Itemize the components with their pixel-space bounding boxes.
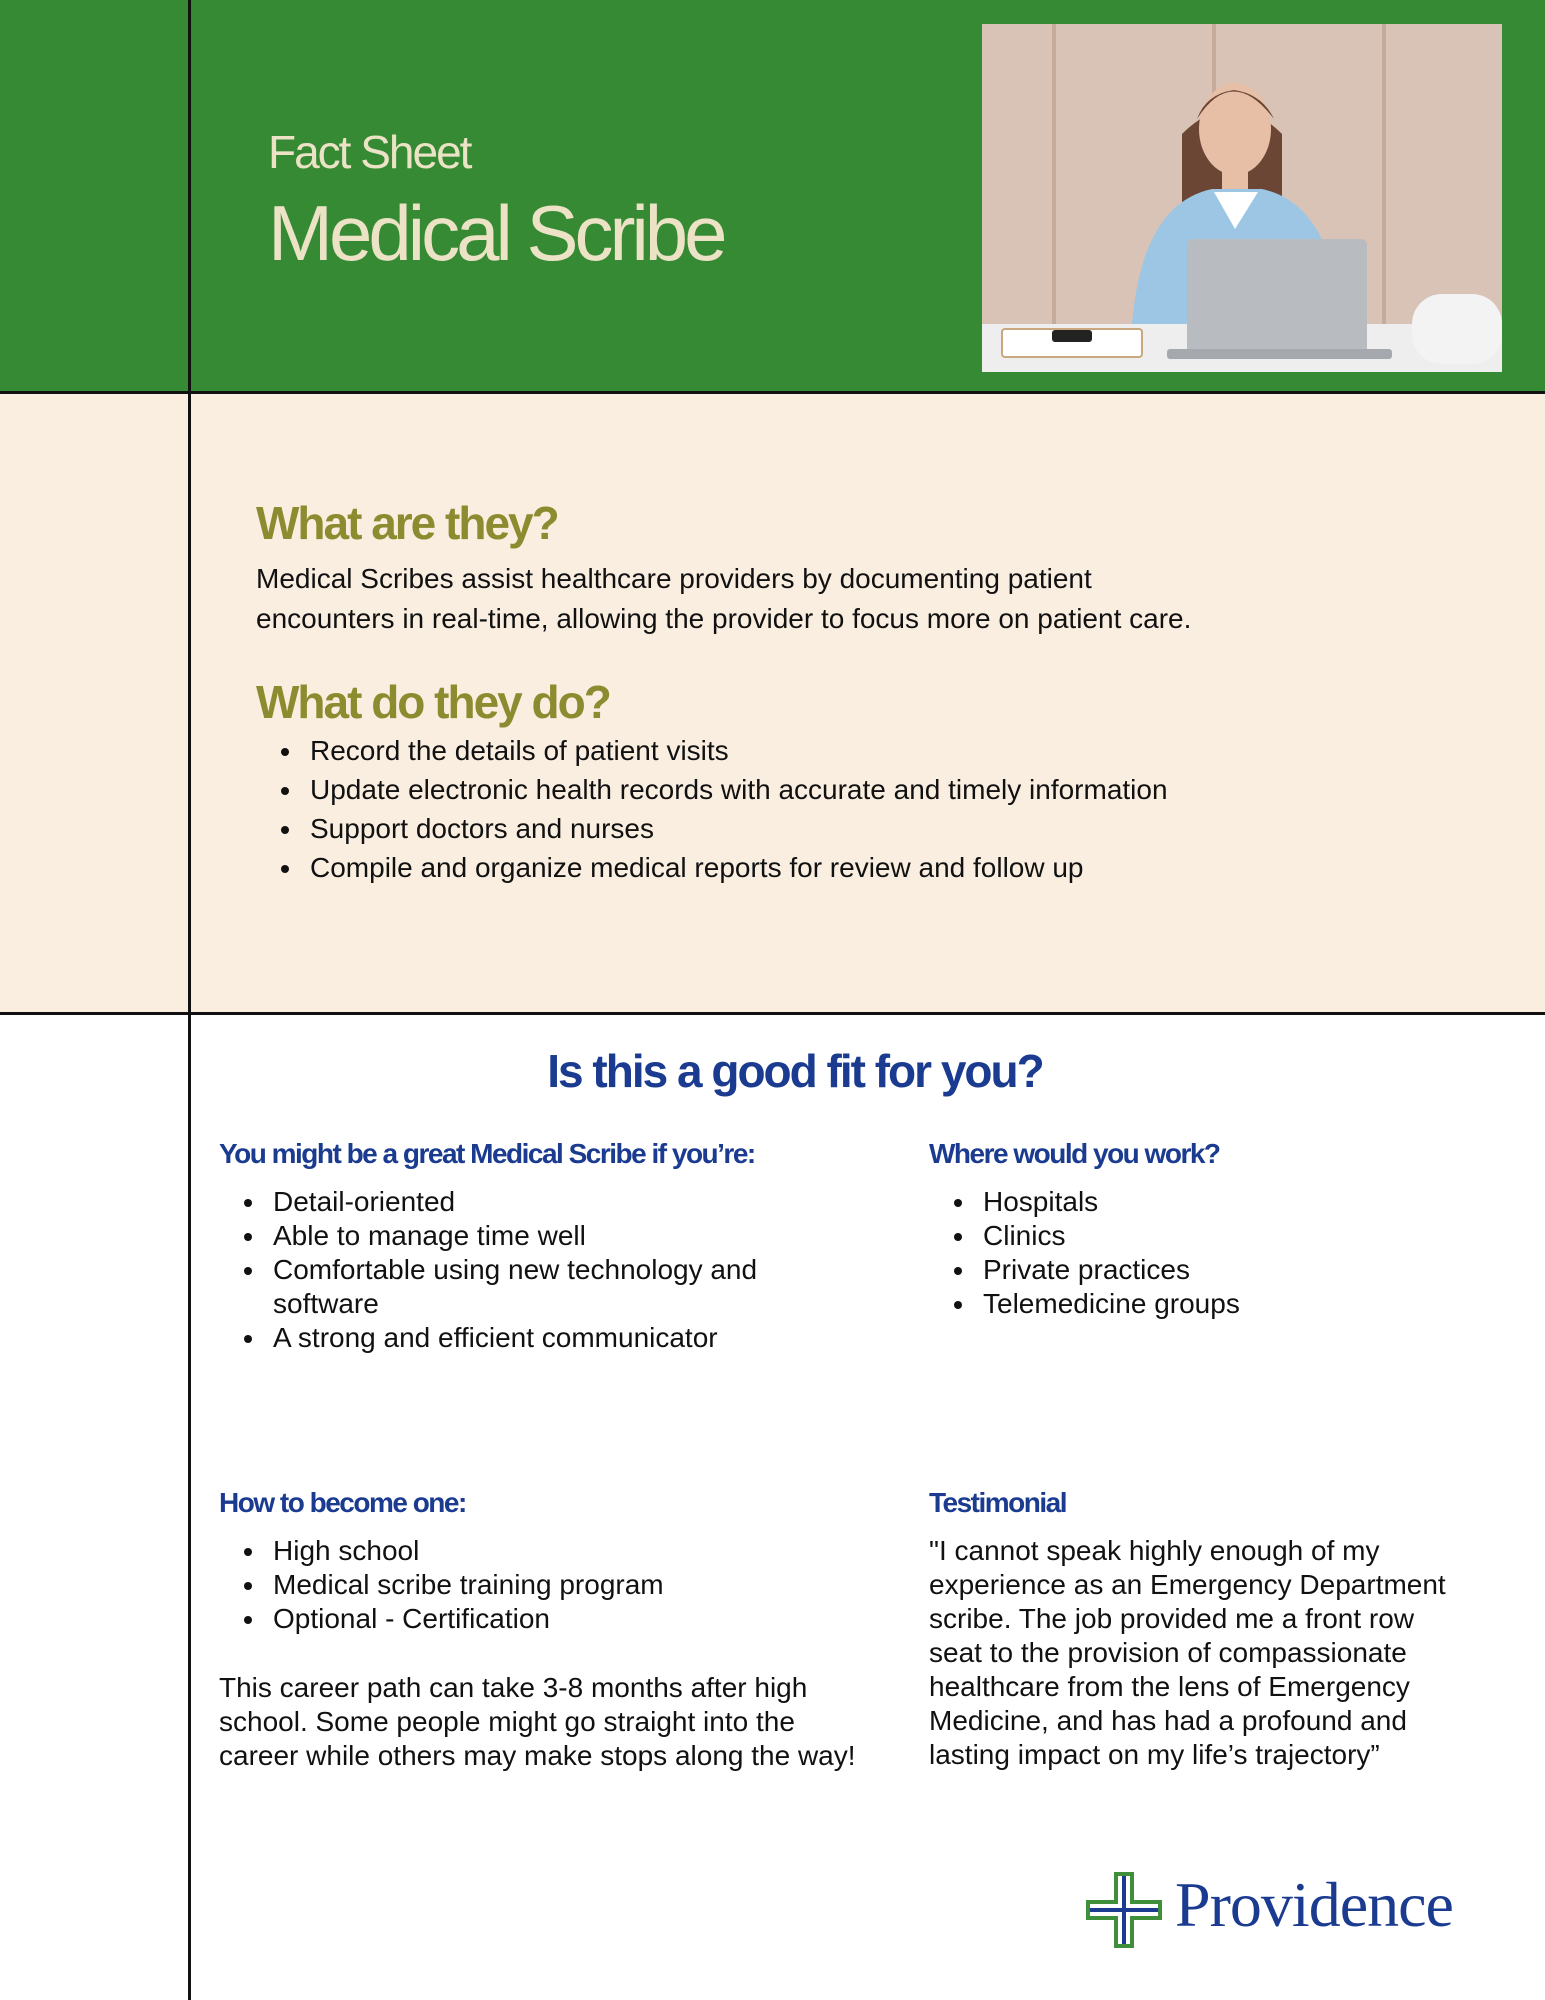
list-item: • Comfortable using new technology and software	[267, 1253, 827, 1321]
what-do-they-do-heading: What do they do?	[256, 676, 610, 728]
duties-list	[256, 731, 1174, 887]
what-are-they-line-1: Medical Scribes assist healthcare providers by documenting patient	[256, 563, 1092, 594]
list-item: • Private practices	[977, 1253, 1537, 1287]
become-list	[219, 1534, 827, 1636]
list-item: • Detail-oriented	[267, 1185, 827, 1219]
testimonial-heading: Testimonial	[929, 1487, 1067, 1518]
list-item: • Hospitals	[977, 1185, 1537, 1219]
list-item: • Record the details of patient visits	[304, 731, 1174, 770]
header-kicker: Fact Sheet	[268, 126, 471, 178]
person-at-laptop-photo	[982, 24, 1502, 372]
what-are-they-heading: What are they?	[256, 497, 558, 549]
workplaces-heading: Where would you work?	[929, 1138, 1220, 1169]
vertical-rule	[188, 0, 191, 2000]
list-item: • Update electronic health records with accurate and timely information	[304, 770, 1174, 809]
list-item: • Telemedicine groups	[977, 1287, 1537, 1321]
list-item: • High school	[267, 1534, 827, 1568]
list-item: • Support doctors and nurses	[304, 809, 1174, 848]
workplaces-list	[929, 1185, 1537, 1321]
traits-list	[219, 1185, 827, 1355]
what-are-they-line-2: encounters in real-time, allowing the provider to focus more on patient care.	[256, 603, 1192, 634]
list-item: • A strong and efficient communicator	[267, 1321, 827, 1355]
list-item: • Medical scribe training program	[267, 1568, 827, 1602]
divider-top	[0, 391, 1545, 394]
info-band	[0, 394, 1545, 1014]
become-heading: How to become one:	[219, 1487, 466, 1518]
providence-logo-text: Providence	[1175, 1869, 1453, 1940]
fit-heading: Is this a good fit for you?	[547, 1045, 1043, 1097]
list-item: • Compile and organize medical reports for review and follow up	[304, 848, 1174, 887]
list-item: • Able to manage time well	[267, 1219, 827, 1253]
divider-bottom	[0, 1012, 1545, 1015]
traits-heading: You might be a great Medical Scribe if you’re:	[219, 1138, 755, 1169]
list-item: • Clinics	[977, 1219, 1537, 1253]
list-item: • Optional - Certification	[267, 1602, 827, 1636]
become-paragraph: This career path can take 3-8 months after high school. Some people might go straight into the career while others may make stops along the way!	[219, 1672, 856, 1771]
providence-cross-icon	[1086, 1872, 1162, 1948]
page-title: Medical Scribe	[268, 189, 724, 277]
testimonial-quote: "I cannot speak highly enough of my experience as an Emergency Department scribe. The job provided me a front row seat to the provision of compassionate healthcare from the lens of Emergency Medicine, and has had a profound and lasting impact on my life’s trajectory”	[929, 1535, 1446, 1770]
